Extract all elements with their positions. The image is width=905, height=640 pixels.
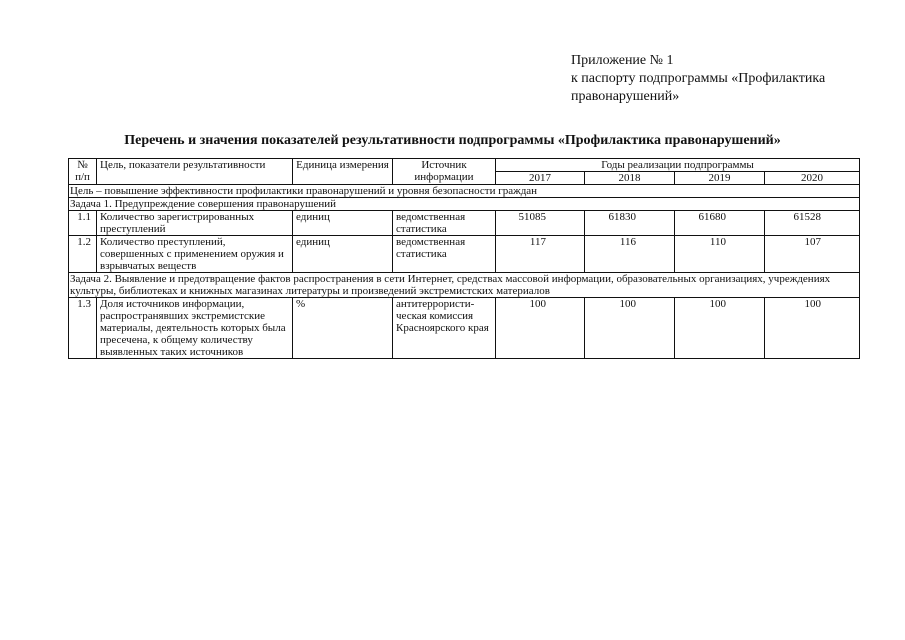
table-row <box>69 211 860 236</box>
row-name: Доля источников информации, распространявших экстремистские материалы, деятельность которых была пресечена, к общему количеству выявленных таких источников <box>97 298 293 359</box>
task-2-text: Задача 2. Выявление и предотвращение фактов распространения в сети Интернет, средствах массовой информации, образовательных организациях, учреждениях культуры, библиотеках и книжных магазинах литературы и произведений экстремистских материалов <box>69 273 860 298</box>
row-unit: % <box>293 298 393 359</box>
row-name: Количество зарегистрированных преступлений <box>97 211 293 236</box>
header-year: 2018 <box>585 172 675 185</box>
appendix-line-2: к паспорту подпрограммы «Профилактика <box>571 71 826 86</box>
indicators-table <box>68 158 860 359</box>
appendix-line-1: Приложение № 1 <box>571 53 674 68</box>
row-value: 107 <box>765 236 860 273</box>
row-num: 1.1 <box>69 211 97 236</box>
header-goal: Цель, показатели результативности <box>97 159 293 185</box>
row-value: 100 <box>675 298 765 359</box>
row-source: ведомственная статистика <box>393 211 496 236</box>
row-value: 100 <box>765 298 860 359</box>
header-year: 2020 <box>765 172 860 185</box>
header-year: 2019 <box>675 172 765 185</box>
appendix-line-3: правонарушений» <box>571 89 680 104</box>
task-row <box>69 273 860 298</box>
header-num: № п/п <box>69 159 97 185</box>
row-value: 61680 <box>675 211 765 236</box>
row-num: 1.2 <box>69 236 97 273</box>
header-row-1 <box>69 159 860 172</box>
document-title: Перечень и значения показателей результативности подпрограммы «Профилактика правонарушений» <box>124 133 781 148</box>
goal-text: Цель – повышение эффективности профилактики правонарушений и уровня безопасности граждан <box>69 185 860 198</box>
row-value: 116 <box>585 236 675 273</box>
table-row <box>69 236 860 273</box>
task-1-text: Задача 1. Предупреждение совершения правонарушений <box>69 198 860 211</box>
task-row <box>69 198 860 211</box>
row-value: 100 <box>496 298 585 359</box>
header-unit: Единица измерения <box>293 159 393 185</box>
row-value: 110 <box>675 236 765 273</box>
appendix-block <box>571 52 825 106</box>
row-source: ведомственная статистика <box>393 236 496 273</box>
row-unit: единиц <box>293 236 393 273</box>
row-value: 61830 <box>585 211 675 236</box>
header-year: 2017 <box>496 172 585 185</box>
header-years-group: Годы реализации подпрограммы <box>496 159 860 172</box>
row-source: антитеррористи-ческая комиссия Красноярского края <box>393 298 496 359</box>
row-value: 117 <box>496 236 585 273</box>
row-unit: единиц <box>293 211 393 236</box>
row-num: 1.3 <box>69 298 97 359</box>
table-row <box>69 298 860 359</box>
row-value: 61528 <box>765 211 860 236</box>
header-source: Источник информации <box>393 159 496 185</box>
goal-row <box>69 185 860 198</box>
row-value: 51085 <box>496 211 585 236</box>
row-value: 100 <box>585 298 675 359</box>
row-name: Количество преступлений, совершенных с применением оружия и взрывчатых веществ <box>97 236 293 273</box>
